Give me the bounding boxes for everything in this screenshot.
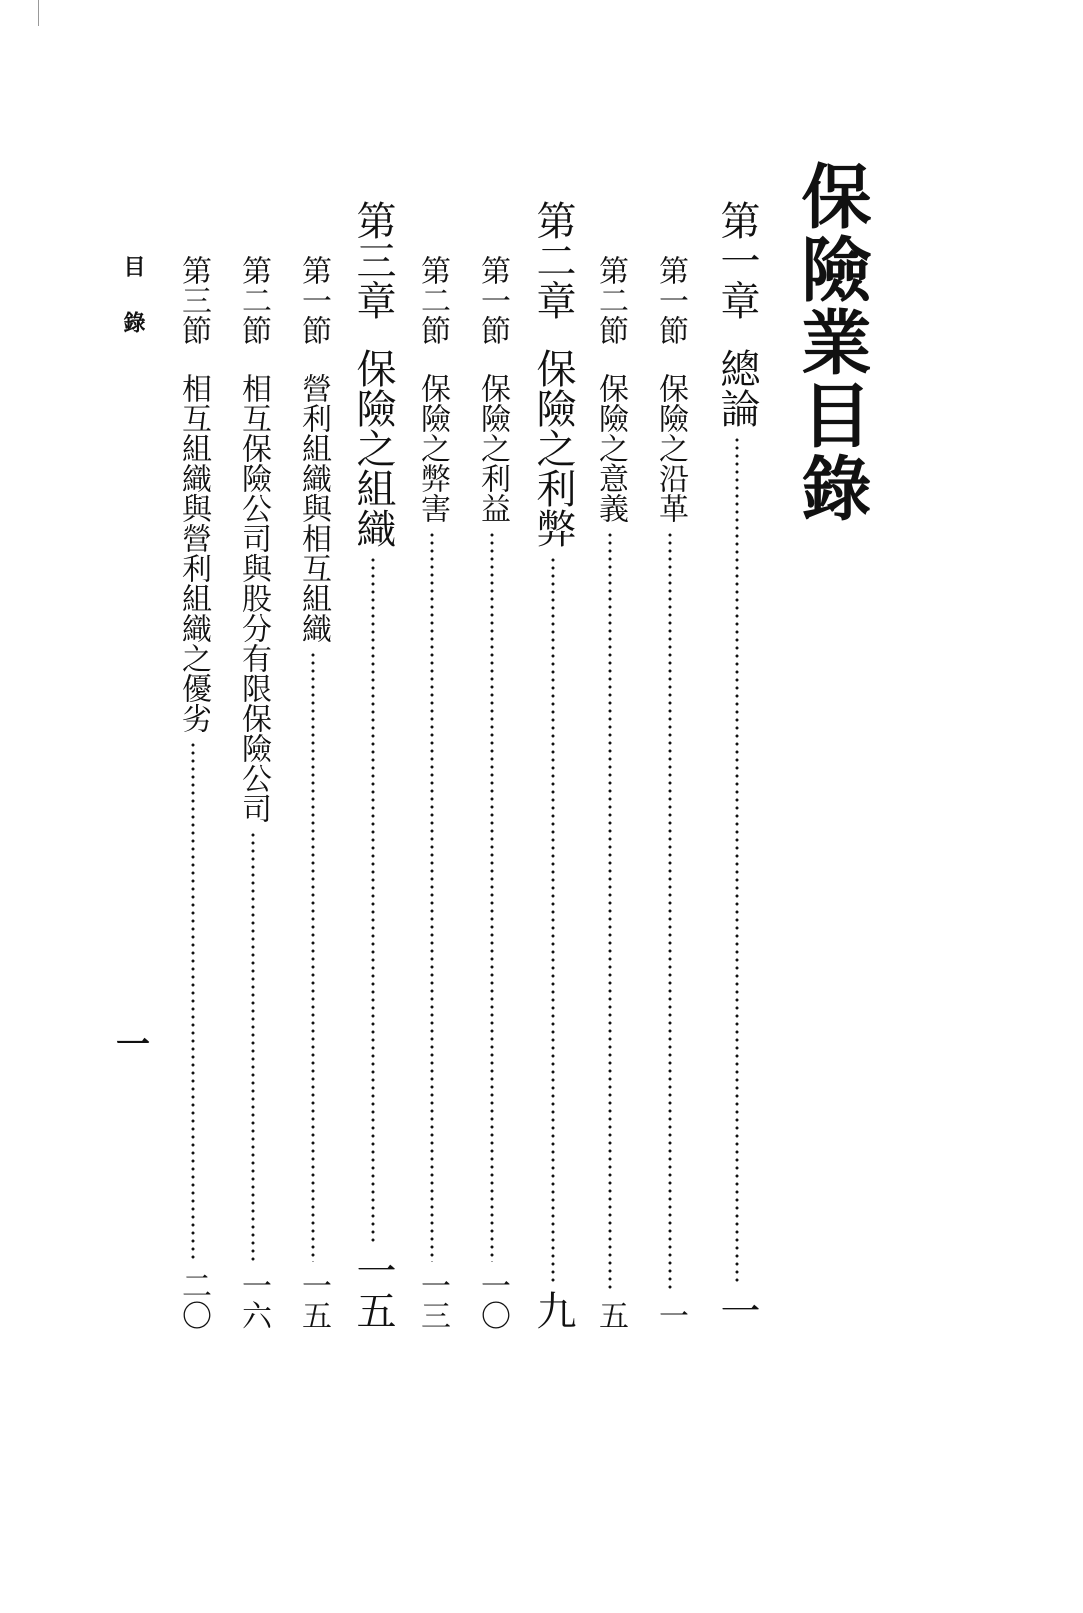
toc-label: 第一章 (714, 200, 760, 320)
toc-page-number: 一 (714, 1290, 760, 1330)
toc-label: 第二章 (530, 200, 576, 320)
toc-label: 第三章 (350, 200, 396, 320)
toc-page-number: 一 (653, 1300, 688, 1330)
toc-entry-section (233, 255, 273, 1330)
toc-heading: 保險之利弊 (530, 348, 576, 548)
leader-dots (490, 531, 494, 1262)
toc-label: 第二節 (415, 255, 450, 345)
toc-heading: 總論 (714, 348, 760, 428)
folio-page-number: 一 (116, 1025, 150, 1065)
toc-label: 第三節 (176, 255, 211, 345)
toc-page-number: 一五 (350, 1250, 396, 1330)
leader-dots (311, 651, 315, 1262)
toc-label: 第一節 (296, 255, 331, 345)
toc-heading: 保險之意義 (593, 373, 628, 523)
toc-entry-chapter-2 (528, 200, 578, 1330)
leader-dots (251, 831, 255, 1262)
toc-label: 第二節 (593, 255, 628, 345)
toc-heading: 保險之利益 (475, 373, 510, 523)
toc-page-number: 九 (530, 1290, 576, 1330)
margin-mark (38, 0, 39, 26)
leader-dots (191, 741, 195, 1262)
leader-dots (608, 531, 612, 1292)
leader-dots (371, 556, 375, 1242)
toc-label: 第二節 (236, 255, 271, 345)
toc-entry-section (590, 255, 630, 1330)
toc-entry-section (293, 255, 333, 1330)
toc-page-number: 一三 (415, 1270, 450, 1330)
leader-dots (735, 436, 739, 1282)
toc-entry-section (173, 255, 213, 1330)
toc-heading: 保險之弊害 (415, 373, 450, 523)
toc-entry-chapter-1 (712, 200, 762, 1330)
toc-label: 第一節 (653, 255, 688, 345)
toc-heading: 保險之組織 (350, 348, 396, 548)
running-head: 目錄 (120, 255, 146, 367)
toc-entry-chapter-3 (348, 200, 398, 1330)
toc-entry-section (412, 255, 452, 1330)
leader-dots (430, 531, 434, 1262)
toc-heading: 營利組織與相互組織 (296, 373, 331, 643)
toc-page-number: 一六 (236, 1270, 271, 1330)
leader-dots (551, 556, 555, 1282)
toc-page-number: 五 (593, 1300, 628, 1330)
toc-page-number: 一五 (296, 1270, 331, 1330)
toc-heading: 保險之沿革 (653, 373, 688, 523)
page-title: 保險業目錄 (790, 160, 873, 525)
toc-label: 第一節 (475, 255, 510, 345)
toc-heading: 相互保險公司與股分有限保險公司 (236, 373, 271, 823)
toc-page-number: 二〇 (176, 1270, 211, 1330)
toc-heading: 相互組織與營利組織之優劣 (176, 373, 211, 733)
toc-entry-section (650, 255, 690, 1330)
toc-entry-section (472, 255, 512, 1330)
toc-page-number: 一〇 (475, 1270, 510, 1330)
leader-dots (668, 531, 672, 1292)
